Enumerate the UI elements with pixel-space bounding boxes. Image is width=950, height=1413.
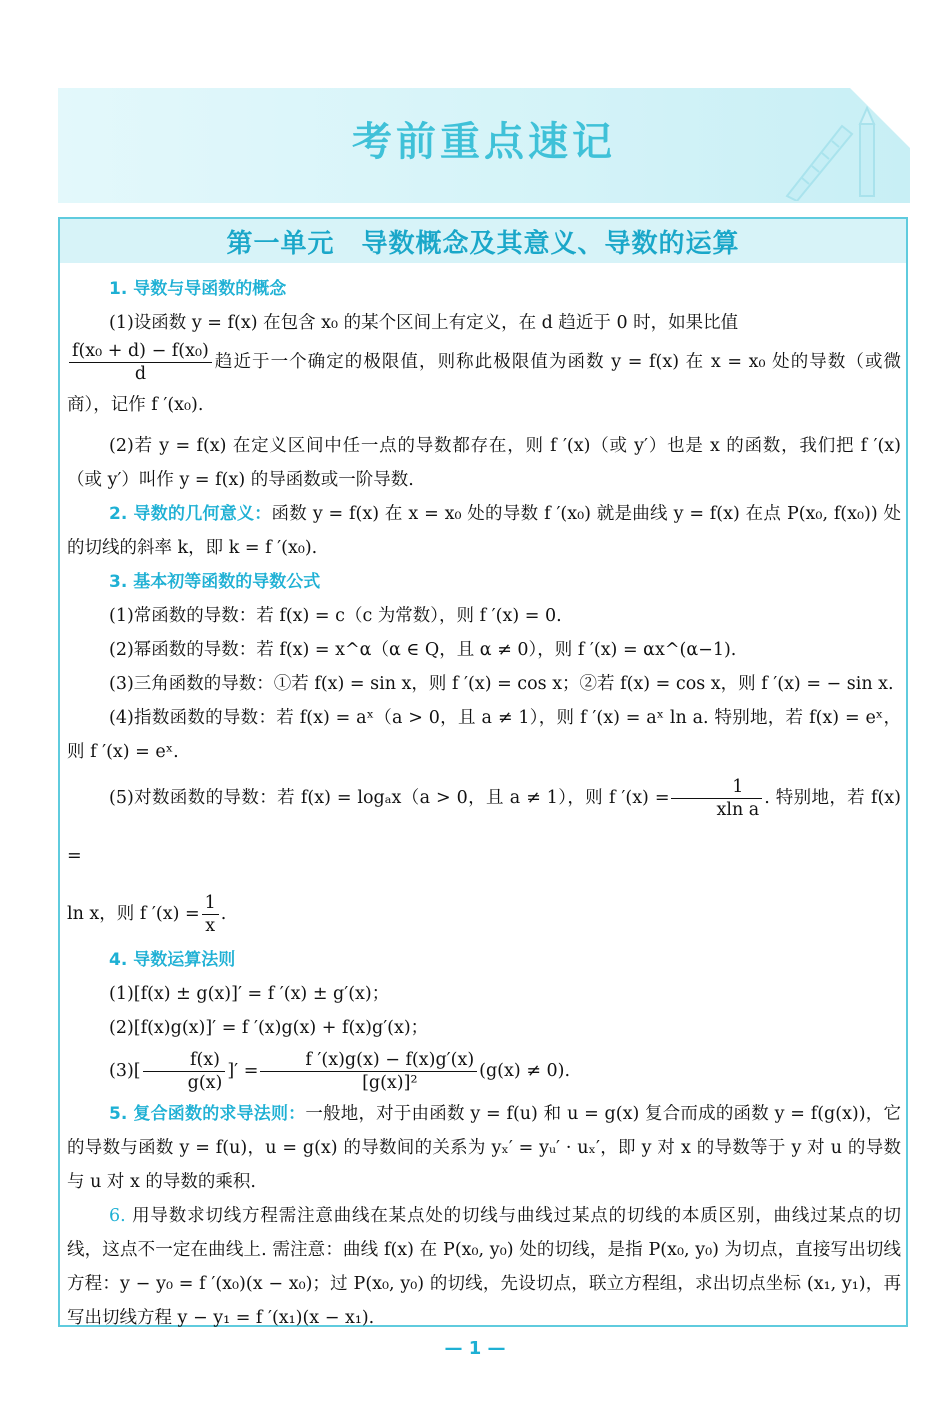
log-derivative-fraction: $\frac{1}{\text{xln a}}$ <box>671 776 762 821</box>
section-4-heading: 4. 导数运算法则 <box>109 950 236 970</box>
section-3-item-4: (4)指数函数的导数：若 f(x) = aˣ（a > 0，且 a ≠ 1），则 f ′(x) = aˣ ln a. 特别地，若 f(x) = eˣ，则 f ′(x) = eˣ. <box>67 708 901 762</box>
section-3-heading: 3. 基本初等函数的导数公式 <box>109 572 321 592</box>
section-4-rule-3: (3)[ $\frac{f(x)}{g(x)}$ ]′ = $\frac{f '(x)g(x) - f(x)g'(x)}{\text{[g(x)]²}}$ (g(x) ≠ 0). <box>109 1050 571 1093</box>
header-banner <box>58 88 910 203</box>
section-1-heading: 1. 导数与导函数的概念 <box>109 279 287 299</box>
section-6: 6. 用导数求切线方程需注意曲线在某点处的切线与曲线过某点的切线的本质区别，曲线过某点的切线，这点不一定在曲线上. 需注意：曲线 f(x) 在 P(x₀, y₀) 处的切线，是指 P(x₀, y₀) 为切点，直接写出切线方程：y − y₀ = f ′(x₀)(x − x₀)；过 P(x₀, y₀) 的切线，先设切点，联立方程组，求出切点坐标 (x₁, y₁)，再写出切线方程 y − y₁ = f ′(x₁)(x − x₁). <box>67 1206 901 1328</box>
section-3-item-5a: (5)对数函数的导数：若 f(x) = logₐx（a > 0，且 a ≠ 1），则 f ′(x) = $\frac{1}{\text{xln a}}$ . 特别地，若 f(x) = <box>67 777 901 866</box>
content-body <box>67 272 901 1335</box>
ln-derivative-fraction: $\frac{1}{x}$ <box>202 892 219 937</box>
unit-header <box>60 219 906 263</box>
difference-quotient-fraction: $\frac{\text{f(x₀ + d) − f(x₀)}}{d}$ <box>69 340 212 385</box>
section-3-item-3: (3)三角函数的导数：①若 f(x) = sin x，则 f ′(x) = cos x；②若 f(x) = cos x，则 f ′(x) = − sin x. <box>109 674 894 694</box>
quotient-fraction: $\frac{f(x)}{g(x)}$ <box>143 1049 226 1094</box>
quotient-rule-fraction: $\frac{f '(x)g(x) - f(x)g'(x)}{\text{[g(x)]²}}$ <box>260 1049 477 1094</box>
section-4-rule-2: (2)[f(x)g(x)]′ = f ′(x)g(x) + f(x)g′(x)； <box>109 1018 429 1038</box>
section-3-item-2: (2)幂函数的导数：若 f(x) = x^α（α ∈ Q，且 α ≠ 0），则 f ′(x) = αx^(α−1). <box>109 640 737 660</box>
ruler-pencil-icon <box>782 106 902 201</box>
unit-title: 第一单元 导数概念及其意义、导数的运算 <box>226 229 740 259</box>
section-1-para-2: (2)若 y = f(x) 在定义区间中任一点的导数都存在，则 f ′(x)（或 y′）也是 x 的函数，我们把 f ′(x)（或 y′）叫作 y = f(x) 的导函数或一阶导数. <box>67 436 901 490</box>
page-number: — 1 — <box>444 1338 506 1359</box>
content-frame <box>58 217 908 1327</box>
section-2: 2. 导数的几何意义：函数 y = f(x) 在 x = x₀ 处的导数 f ′(x₀) 就是曲线 y = f(x) 在点 P(x₀, f(x₀)) 处的切线的斜率 k，即 k = f ′(x₀). <box>67 504 901 558</box>
section-1-para-1b: $\frac{\text{f(x₀ + d) − f(x₀)}}{d}$ 趋近于一个确定的极限值，则称此极限值为函数 y = f(x) 在 x = x₀ 处的导数（或微商），记作 f ′(x₀). <box>67 341 901 415</box>
section-5: 5. 复合函数的求导法则：一般地，对于由函数 y = f(u) 和 u = g(x) 复合而成的函数 y = f(g(x))，它的导数与函数 y = f(u)，u = g(x) 的导数间的关系为 yₓ′ = yᵤ′ · uₓ′，即 y 对 x 的导数等于 y 对 u 的导数与 u 对 x 的导数的乘积. <box>67 1104 901 1192</box>
section-3-item-5b: ln x，则 f ′(x) = $\frac{1}{x}$ . <box>67 893 227 936</box>
section-4-rule-1: (1)[f(x) ± g(x)]′ = f ′(x) ± g′(x)； <box>109 984 390 1004</box>
section-3-item-1: (1)常函数的导数：若 f(x) = c（c 为常数），则 f ′(x) = 0. <box>109 606 562 626</box>
page-title: 考前重点速记 <box>352 119 616 165</box>
section-1-para-1a: (1)设函数 y = f(x) 在包含 x₀ 的某个区间上有定义，在 d 趋近于 0 时，如果比值 <box>109 313 739 333</box>
